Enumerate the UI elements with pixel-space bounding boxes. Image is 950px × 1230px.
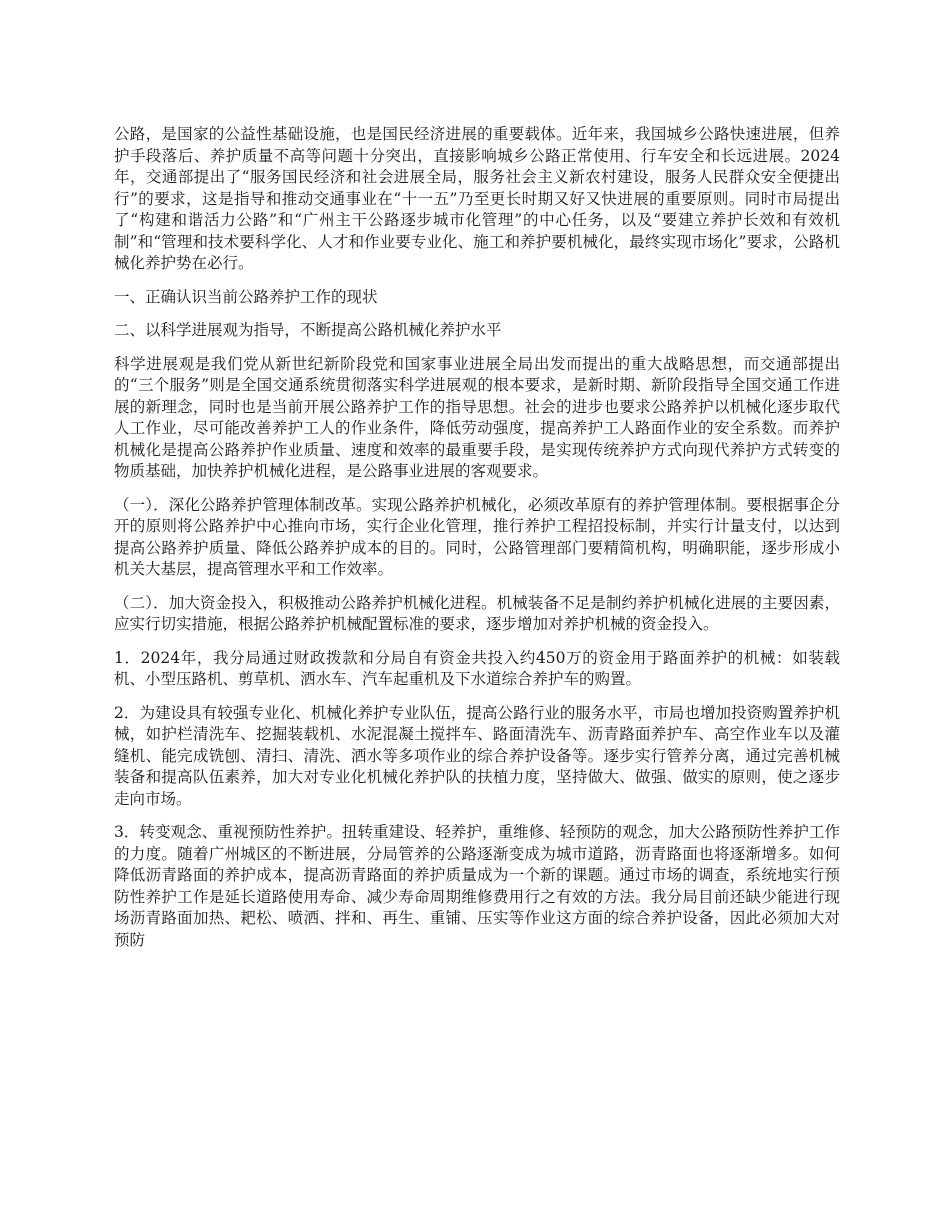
- body-paragraph: （一）．深化公路养护管理体制改革。实现公路养护机械化，必须改革原有的养护管理体制。要根据事企分开的原则将公路养护中心推向市场，实行企业化管理，推行养护工程招投标制，并实行计量支付，以达到提高公路养护质量、降低公路养护成本的目的。同时，公路管理部门要精简机构，明确职能，逐步形成小机关大基层，提高管理水平和工作效率。: [114, 495, 840, 578]
- body-paragraph: 科学进展观是我们党从新世纪新阶段党和国家事业进展全局出发而提出的重大战略思想，而交通部提出的“三个服务”则是全国交通系统贯彻落实科学进展观的根本要求，是新时期、新阶段指导全国交通工作进展的新理念，同时也是当前开展公路养护工作的指导思想。社会的进步也要求公路养护以机械化逐步取代人工作业，尽可能改善养护工人的作业条件，降低劳动强度，提高养护工人路面作业的安全系数。而养护机械化是提高公路养护作业质量、速度和效率的最重要手段，是实现传统养护方式向现代养护方式转变的物质基础，加快养护机械化进程，是公路事业进展的客观要求。: [114, 354, 840, 480]
- body-paragraph: （二）．加大资金投入，积极推动公路养护机械化进程。机械装备不足是制约养护机械化进展的主要因素，应实行切实措施，根据公路养护机械配置标准的要求，逐步增加对养护机械的资金投入。: [114, 593, 840, 633]
- document-body: [114, 124, 840, 963]
- list-item-paragraph: 3．转变观念、重视预防性养护。扭转重建设、轻养护，重维修、轻预防的观念，加大公路预防性养护工作的力度。随着广州城区的不断进展，分局管养的公路逐渐变成为城市道路，沥青路面也将逐渐增多。如何降低沥青路面的养护成本，提高沥青路面的养护质量成为一个新的课题。通过市场的调查，系统地实行预防性养护工作是延长道路使用寿命、减少寿命周期维修费用行之有效的方法。我分局目前还缺少能进行现场沥青路面加热、耙松、喷洒、拌和、再生、重铺、压实等作业这方面的综合养护设备，因此必须加大对预防: [114, 823, 840, 949]
- section-heading-2: 二、以科学进展观为指导，不断提高公路机械化养护水平: [114, 321, 502, 339]
- intro-paragraph: 公路，是国家的公益性基础设施，也是国民经济进展的重要载体。近年来，我国城乡公路快速进展，但养护手段落后、养护质量不高等问题十分突出，直接影响城乡公路正常使用、行车安全和长远进展。2024年，交通部提出了“服务国民经济和社会进展全局，服务社会主义新农村建设，服务人民群众安全便捷出行”的要求，这是指导和推动交通事业在“十一五”乃至更长时期又好又快进展的重要原则。同时市局提出了“构建和谐活力公路”和“广州主干公路逐步城市化管理”的中心任务，以及“要建立养护长效和有效机制”和“管理和技术要科学化、人才和作业要专业化、施工和养护要机械化，最终实现市场化”要求，公路机械化养护势在必行。: [114, 125, 840, 272]
- list-item-paragraph: 2．为建设具有较强专业化、机械化养护专业队伍，提高公路行业的服务水平，市局也增加投资购置养护机械，如护栏清洗车、挖掘装载机、水泥混凝土搅拌车、路面清洗车、沥青路面养护车、高空作业车以及灌缝机、能完成铣刨、清扫、清洗、洒水等多项作业的综合养护设备等。逐步实行管养分离，通过完善机械装备和提高队伍素养，加大对专业化机械化养护队的扶植力度，坚持做大、做强、做实的原则，使之逐步走向市场。: [114, 703, 840, 808]
- list-item-paragraph: 1．2024年，我分局通过财政拨款和分局自有资金共投入约450万的资金用于路面养护的机械：如装载机、小型压路机、剪草机、洒水车、汽车起重机及下水道综合养护车的购置。: [114, 648, 840, 688]
- section-heading-1: 一、正确认识当前公路养护工作的现状: [114, 287, 378, 306]
